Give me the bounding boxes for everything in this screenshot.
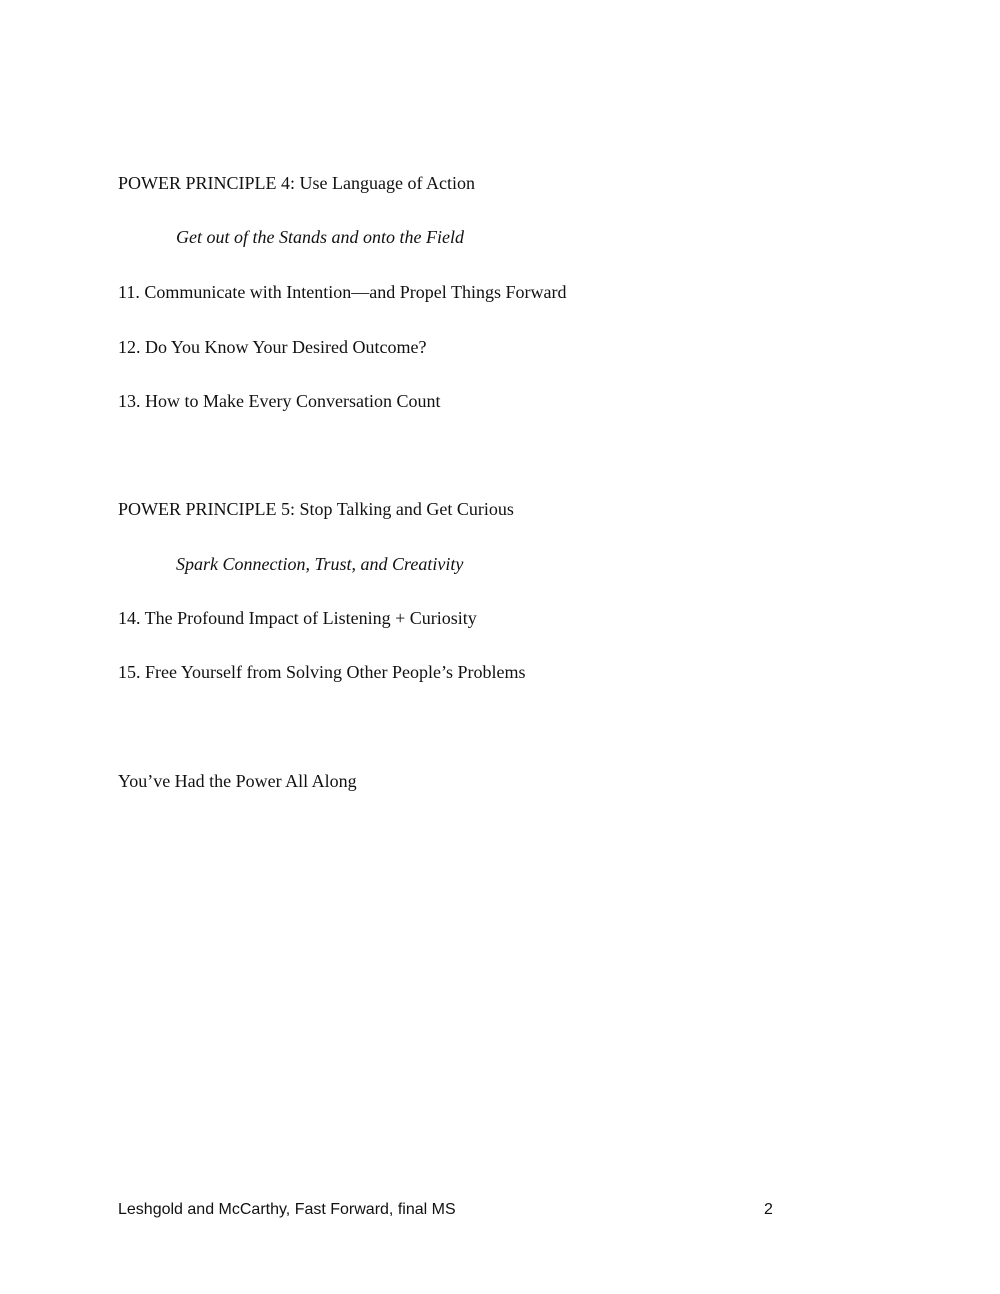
chapter-12: 12. Do You Know Your Desired Outcome?: [118, 337, 427, 357]
chapter-15: 15. Free Yourself from Solving Other People’s Problems: [118, 662, 526, 682]
chapter-11: 11. Communicate with Intention—and Propel Things Forward: [118, 282, 567, 302]
footer-running-title: Leshgold and McCarthy, Fast Forward, final MS: [118, 1201, 456, 1218]
closing-chapter: You’ve Had the Power All Along: [118, 771, 357, 791]
section-subtitle-power-principle-4: Get out of the Stands and onto the Field: [176, 227, 464, 247]
section-heading-power-principle-4: POWER PRINCIPLE 4: Use Language of Action: [118, 173, 475, 193]
section-heading-power-principle-5: POWER PRINCIPLE 5: Stop Talking and Get Curious: [118, 499, 514, 519]
footer-page-number: 2: [764, 1201, 773, 1218]
chapter-14: 14. The Profound Impact of Listening + Curiosity: [118, 608, 477, 628]
section-subtitle-power-principle-5: Spark Connection, Trust, and Creativity: [176, 554, 464, 574]
chapter-13: 13. How to Make Every Conversation Count: [118, 391, 441, 411]
